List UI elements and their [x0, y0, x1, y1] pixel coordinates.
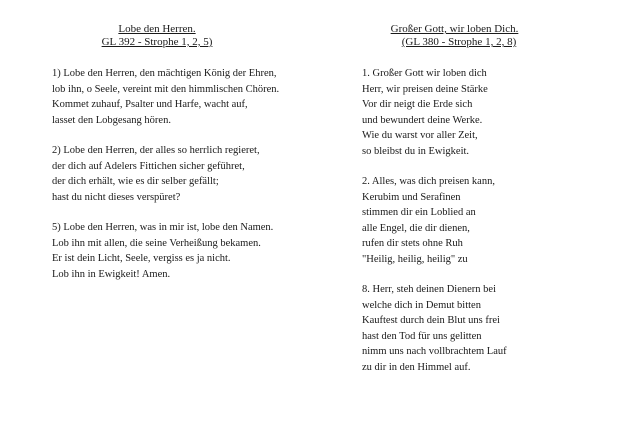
right-stanza-3 [362, 282, 612, 375]
stanza-line: Kommet zuhauf, Psalter und Harfe, wacht auf, [52, 99, 248, 110]
stanza-line: Lob ihn mit allen, die seine Verheißung bekamen. [52, 237, 261, 249]
stanza-line: so bleibst du in Ewigkeit. [362, 145, 470, 157]
stanza-line: Er ist dein Licht, Seele, vergiss es ja nicht. [52, 253, 231, 264]
stanza-line: nimm uns nach vollbrachtem Lauf [362, 346, 507, 357]
stanza-line: Kerubim und Serafinen [362, 191, 461, 203]
left-stanza-3 [52, 220, 302, 282]
left-hymn-title: Lobe den Herren. [118, 23, 196, 35]
right-hymn-title: Großer Gott, wir loben Dich. [390, 23, 519, 35]
stanza-line: hast du nicht dieses verspüret? [52, 191, 181, 203]
stanza-line: Wie du warst vor aller Zeit, [362, 130, 478, 141]
stanza-line: zu dir in den Himmel auf. [362, 361, 471, 373]
left-hymn-column [52, 22, 302, 297]
right-hymn-column [362, 22, 612, 390]
left-stanza-1 [52, 66, 302, 128]
right-stanza-2 [362, 174, 612, 267]
stanza-line: lob ihn, o Seele, vereint mit den himmlischen Chören. [52, 83, 280, 95]
stanza-line: welche dich in Demut bitten [362, 299, 481, 311]
stanza-line: und bewundert deine Werke. [362, 114, 483, 126]
stanza-line: 1. Großer Gott wir loben dich [362, 68, 487, 79]
stanza-line: 2. Alles, was dich preisen kann, [362, 176, 495, 187]
stanza-line: 8. Herr, steh deinen Dienern bei [362, 284, 496, 295]
stanza-line: 1) Lobe den Herren, den mächtigen König der Ehren, [52, 68, 277, 79]
stanza-line: der dich auf Adelers Fittichen sicher geführet, [52, 160, 245, 172]
right-hymn-source: (GL 380 - Strophe 1, 2, 8) [401, 36, 517, 48]
stanza-line: Vor dir neigt die Erde sich [362, 99, 473, 110]
stanza-line: alle Engel, die dir dienen, [362, 222, 470, 234]
stanza-line: 5) Lobe den Herren, was in mir ist, lobe den Namen. [52, 222, 274, 233]
stanza-line: rufen dir stets ohne Ruh [362, 238, 463, 249]
stanza-line: Lob ihn in Ewigkeit! Amen. [52, 268, 171, 280]
stanza-line: 2) Lobe den Herren, der alles so herrlich regieret, [52, 145, 260, 156]
stanza-line: der dich erhält, wie es dir selber gefällt; [52, 176, 219, 187]
stanza-line: "Heilig, heilig, heilig" zu [362, 253, 468, 265]
left-stanza-2 [52, 143, 302, 205]
stanza-line: hast den Tod für uns gelitten [362, 330, 482, 342]
stanza-line: Kauftest durch dein Blut uns frei [362, 315, 500, 326]
left-hymn-source: GL 392 - Strophe 1, 2, 5) [101, 36, 213, 48]
stanza-line: stimmen dir ein Loblied an [362, 207, 476, 218]
stanza-line: lasset den Lobgesang hören. [52, 114, 171, 126]
right-stanza-1 [362, 66, 612, 159]
stanza-line: Herr, wir preisen deine Stärke [362, 83, 488, 95]
